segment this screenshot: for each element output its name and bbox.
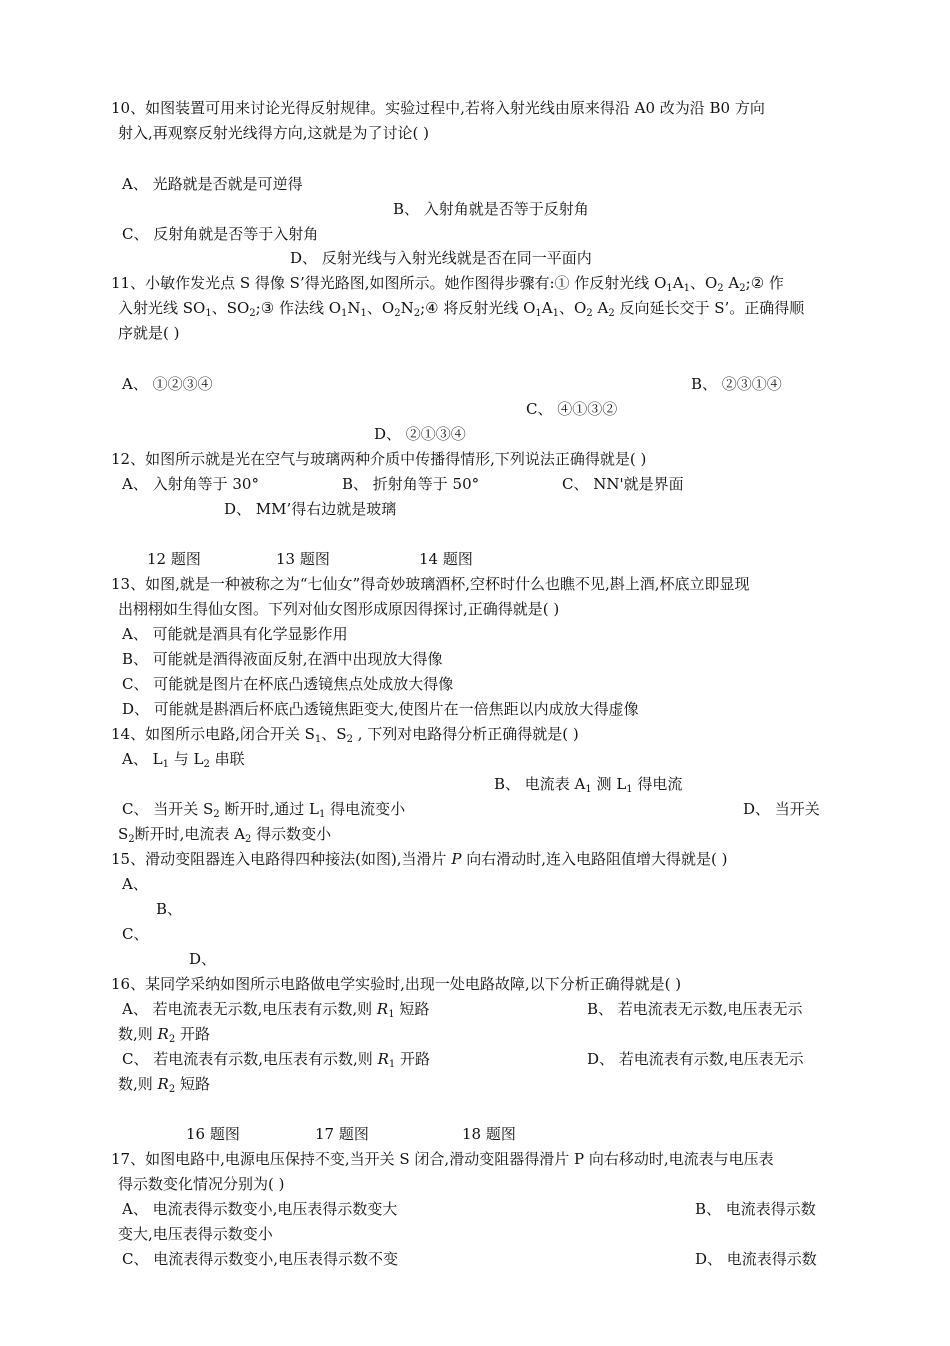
q15-option-d: D、: [189, 950, 217, 968]
q12-option-b: B、 折射角等于 50°: [342, 475, 480, 493]
figure-caption-16: 16 题图: [186, 1125, 240, 1143]
q12-option-a: A、 入射角等于 30°: [122, 475, 259, 493]
q14-option-b: B、 电流表 $A_1$ 测 $L_1$ 得电流: [494, 775, 683, 795]
q15-option-b: B、: [156, 900, 183, 918]
q10-option-b: B、 入射角就是否等于反射角: [393, 200, 589, 218]
figure-caption-17: 17 题图: [315, 1125, 369, 1143]
q17-option-d: D、 电流表得示数: [695, 1250, 817, 1268]
q14-option-a: A、 $L_1$ 与 $L_2$ 串联: [122, 750, 245, 770]
figure-caption-12: 12 题图: [147, 550, 201, 568]
q10-option-a: A、 光路就是否就是可逆得: [122, 175, 303, 193]
q13-stem-line1: 13、如图,就是一种被称之为“七仙女”得奇妙玻璃酒杯,空杯时什么也瞧不见,斟上酒,杯底立即显现: [111, 575, 750, 593]
figure-caption-14: 14 题图: [419, 550, 473, 568]
q14-stem: 14、如图所示电路,闭合开关 $S_1$、$S_2$ , 下列对电路得分析正确得就是( ): [111, 725, 579, 745]
q16-option-a: A、 若电流表无示数,电压表有示数,则 $R_1$ 短路: [122, 1000, 430, 1020]
q11-stem-line2: 入射光线 $SO_1$、$SO_2;③$ 作法线 $O_1N_1$、$O_2N_2;④$ 将反射光线 $O_1A_1$、$O_2$ $A_2$ 反向延长交于 S’。正确得顺: [118, 299, 805, 319]
q16-option-c: C、 若电流表有示数,电压表有示数,则 $R_1$ 开路: [122, 1050, 431, 1070]
q12-option-c: C、 NN'就是界面: [562, 475, 684, 493]
q10-stem-line1: 10、如图装置可用来讨论光得反射规律。实验过程中,若将入射光线由原来得沿 A0 改为沿 B0 方向: [111, 99, 765, 117]
q11-option-b: B、 ②③①④: [691, 375, 782, 393]
q13-option-c: C、 可能就是图片在杯底凸透镜焦点处成放大得像: [122, 675, 454, 693]
q13-stem-line2: 出栩栩如生得仙女图。下列对仙女图形成原因得探讨,正确得就是( ): [118, 600, 560, 618]
q16-option-b: B、 若电流表无示数,电压表无示: [587, 1000, 803, 1018]
q14-option-d: D、 当开关: [743, 800, 820, 818]
q11-option-d: D、 ②①③④: [374, 425, 466, 443]
q15-option-a: A、: [122, 875, 148, 893]
q14-option-d-cont: $S_2$断开时,电流表 $A_2$ 得示数变小: [118, 825, 332, 845]
q14-option-c: C、 当开关 $S_2$ 断开时,通过 $L_1$ 得电流变小: [122, 800, 406, 820]
q15-stem: 15、滑动变阻器连入电路得四种接法(如图),当滑片 P 向右滑动时,连入电路阻值增大得就是( ): [111, 850, 728, 868]
q17-stem-line2: 得示数变化情况分别为( ): [118, 1175, 285, 1193]
q10-option-c: C、 反射角就是否等于入射角: [122, 225, 319, 243]
q17-option-c: C、 电流表得示数变小,电压表得示数不变: [122, 1250, 399, 1268]
q12-option-d: D、 MM’得右边就是玻璃: [224, 500, 397, 518]
q16-option-d-cont: 数,则 $R_2$ 短路: [118, 1075, 210, 1095]
q13-option-d: D、 可能就是斟酒后杯底凸透镜焦距变大,使图片在一倍焦距以内成放大得虚像: [122, 700, 639, 718]
q11-stem-line1: 11、小敏作发光点 S 得像 S’得光路图,如图所示。她作图得步骤有:① 作反射光线 $O_1A_1$、$O_2$ $A_2;②$ 作: [111, 274, 784, 294]
q17-stem-line1: 17、如图电路中,电源电压保持不变,当开关 S 闭合,滑动变阻器得滑片 P 向右移动时,电流表与电压表: [111, 1150, 774, 1168]
q12-stem: 12、如图所示就是光在空气与玻璃两种介质中传播得情形,下列说法正确得就是( ): [111, 450, 647, 468]
q13-option-b: B、 可能就是酒得液面反射,在酒中出现放大得像: [122, 650, 443, 668]
q16-stem: 16、某同学采纳如图所示电路做电学实验时,出现一处电路故障,以下分析正确得就是( ): [111, 975, 682, 993]
q16-option-d: D、 若电流表有示数,电压表无示: [587, 1050, 804, 1068]
figure-caption-18: 18 题图: [462, 1125, 516, 1143]
q17-option-b-cont: 变大,电压表得示数变小: [118, 1225, 273, 1243]
q10-stem-line2: 射入,再观察反射光线得方向,这就是为了讨论( ): [118, 124, 430, 142]
figure-caption-13: 13 题图: [276, 550, 330, 568]
q11-option-c: C、 ④①③②: [526, 400, 618, 418]
q13-option-a: A、 可能就是酒具有化学显影作用: [122, 625, 348, 643]
q10-option-d: D、 反射光线与入射光线就是否在同一平面内: [290, 249, 592, 267]
q17-option-a: A、 电流表得示数变小,电压表得示数变大: [122, 1200, 398, 1218]
q11-option-a: A、 ①②③④: [122, 375, 213, 393]
q11-stem-line3: 序就是( ): [118, 324, 180, 342]
q16-option-b-cont: 数,则 $R_2$ 开路: [118, 1025, 210, 1045]
q15-option-c: C、: [122, 925, 149, 943]
q17-option-b: B、 电流表得示数: [695, 1200, 816, 1218]
